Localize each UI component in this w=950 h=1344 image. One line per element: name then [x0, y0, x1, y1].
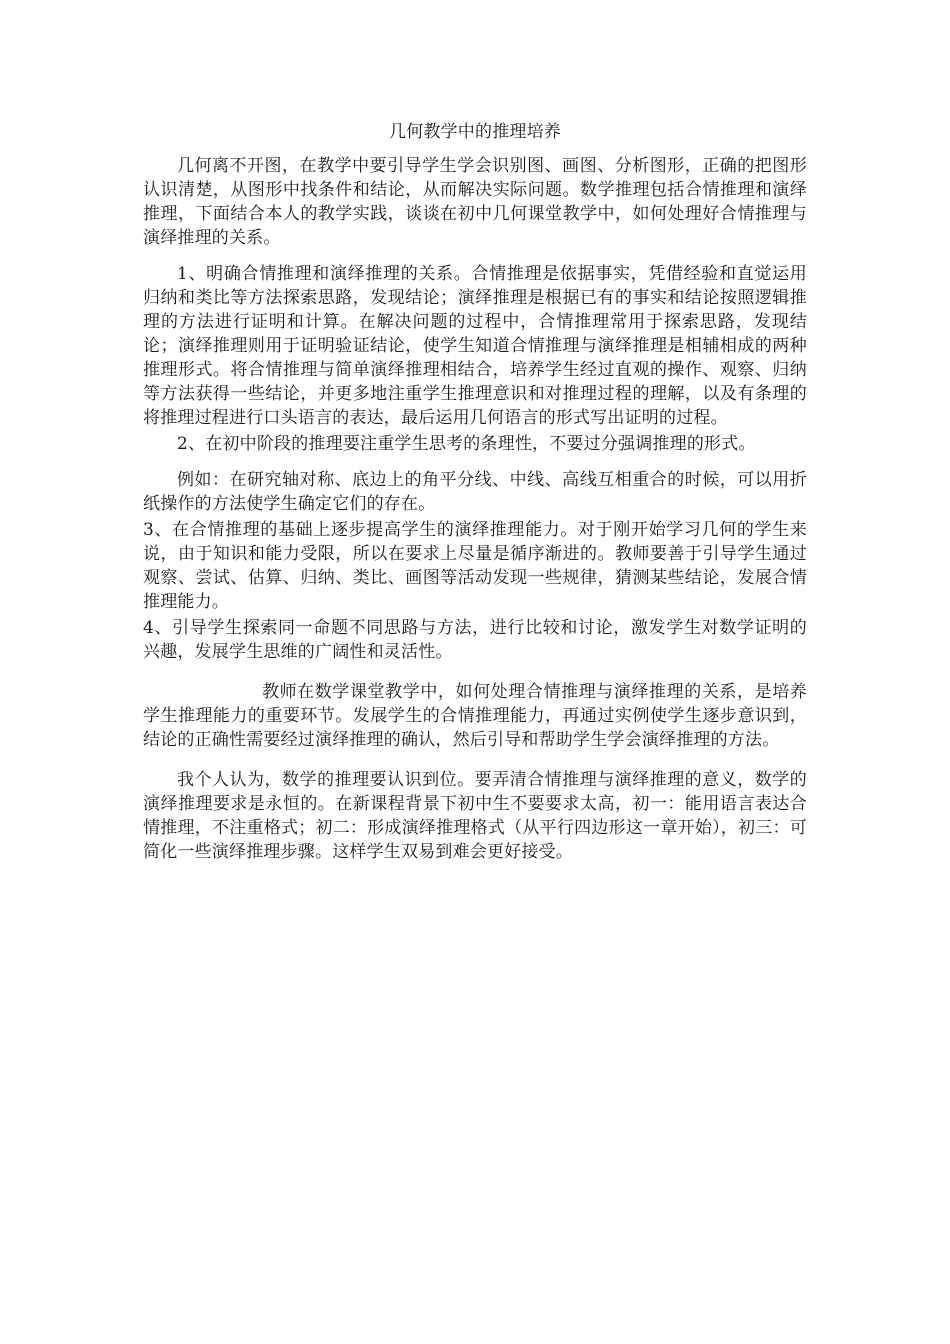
- paragraph-point-4: 4、引导学生探索同一命题不同思路与方法，进行比较和讨论，激发学生对数学证明的兴趣，发展学生思维的广阔性和灵活性。: [143, 618, 807, 662]
- paragraph-point-2: 2、在初中阶段的推理要注重学生思考的条理性，不要过分强调推理的形式。: [177, 434, 756, 454]
- document-title: 几何教学中的推理培养: [389, 122, 561, 142]
- paragraph-opinion: 我个人认为，数学的推理要认识到位。要弄清合情推理与演绎推理的意义，数学的演绎推理要求是永恒的。在新课程背景下初中生不要要求太高，初一：能用语言表达合情推理，不注重格式；初二：形成演绎推理格式（从平行四边形这一章开始），初三：可简化一些演绎推理步骤。这样学生双易到难会更好接受。: [143, 770, 807, 862]
- paragraph-teacher: 教师在数学课堂教学中，如何处理合情推理与演绎推理的关系，是培养学生推理能力的重要环节。发展学生的合情推理能力，再通过实例使学生逐步意识到，结论的正确性需要经过演绎推理的确认，然后引导和帮助学生学会演绎推理的方法。: [143, 682, 807, 750]
- document-page: [143, 120, 807, 864]
- paragraph-point-1: 1、明确合情推理和演绎推理的关系。合情推理是依据事实，凭借经验和直觉运用归纳和类比等方法探索思路，发现结论；演绎推理是根据已有的事实和结论按照逻辑推理的方法进行证明和计算。在解决问题的过程中，合情推理常用于探索思路，发现结论；演绎推理则用于证明验证结论，使学生知道合情推理与演绎推理是相辅相成的两种推理形式。将合情推理与简单演绎推理相结合，培养学生经过直观的操作、观察、归纳等方法获得一些结论，并更多地注重学生推理意识和对推理过程的理解，以及有条理的将推理过程进行口头语言的表达，最后运用几何语言的形式写出证明的过程。: [143, 264, 807, 428]
- paragraph-point-3: 3、在合情推理的基础上逐步提高学生的演绎推理能力。对于刚开始学习几何的学生来说，由于知识和能力受限，所以在要求上尽量是循序渐进的。教师要善于引导学生通过观察、尝试、估算、归纳、类比、画图等活动发现一些规律，猜测某些结论，发展合情推理能力。: [143, 520, 807, 612]
- paragraph-intro: 几何离不开图，在教学中要引导学生学会识别图、画图、分析图形，正确的把图形认识清楚，从图形中找条件和结论，从而解决实际问题。数学推理包括合情推理和演绎推理，下面结合本人的教学实践，谈谈在初中几何课堂教学中，如何处理好合情推理与演绎推理的关系。: [143, 156, 807, 248]
- paragraph-example: 例如：在研究轴对称、底边上的角平分线、中线、高线互相重合的时候，可以用折纸操作的方法使学生确定它们的存在。: [143, 470, 807, 514]
